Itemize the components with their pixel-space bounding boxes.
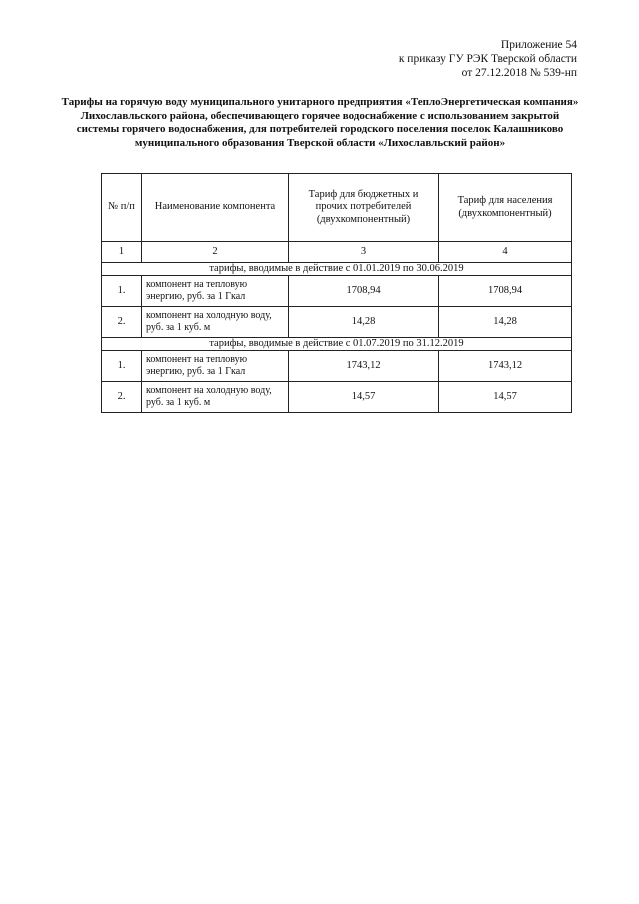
budget-tariff-value: 1708,94: [289, 276, 439, 307]
column-index-row: [102, 242, 572, 263]
row-number: 1.: [102, 276, 142, 307]
table-row: [102, 307, 572, 338]
component-name: компонент на холодную воду, руб. за 1 куб. м: [142, 307, 289, 338]
column-index: 3: [289, 242, 439, 263]
tariff-table: [101, 173, 572, 413]
column-index: 2: [142, 242, 289, 263]
budget-tariff-value: 1743,12: [289, 351, 439, 382]
component-name: компонент на холодную воду, руб. за 1 куб. м: [142, 382, 289, 413]
order-reference: к приказу ГУ РЭК Тверской области: [398, 53, 577, 65]
table-header-row: [102, 174, 572, 242]
period-row: [102, 263, 572, 276]
table-row: [102, 276, 572, 307]
budget-tariff-value: 14,28: [289, 307, 439, 338]
column-header-population-tariff: Тариф для населения (двухкомпонентный): [439, 174, 572, 242]
budget-tariff-value: 14,57: [289, 382, 439, 413]
row-number: 1.: [102, 351, 142, 382]
column-header-number: № п/п: [102, 174, 142, 242]
period-label: тарифы, вводимые в действие с 01.07.2019 по 31.12.2019: [102, 338, 572, 351]
order-date-number: от 27.12.2018 № 539-нп: [461, 67, 577, 79]
table-row: [102, 382, 572, 413]
column-header-budget-tariff: Тариф для бюджетных и прочих потребителей (двухкомпонентный): [289, 174, 439, 242]
row-number: 2.: [102, 382, 142, 413]
population-tariff-value: 14,57: [439, 382, 572, 413]
document-title: Тарифы на горячую воду муниципального унитарного предприятия «ТеплоЭнергетическая компания» Лихославльского района, обеспечивающего горячее водоснабжение с использованием закрытой системы горячего водоснабжения, для потребителей городского поселения поселок Калашниково муниципального образования Тверской области «Лихославльский район»: [61, 96, 579, 149]
column-index: 1: [102, 242, 142, 263]
column-index: 4: [439, 242, 572, 263]
component-name: компонент на тепловую энергию, руб. за 1 Гкал: [142, 351, 289, 382]
population-tariff-value: 1743,12: [439, 351, 572, 382]
appendix-header: [399, 38, 577, 80]
component-name: компонент на тепловую энергию, руб. за 1 Гкал: [142, 276, 289, 307]
population-tariff-value: 1708,94: [439, 276, 572, 307]
row-number: 2.: [102, 307, 142, 338]
column-header-component: Наименование компонента: [142, 174, 289, 242]
period-label: тарифы, вводимые в действие с 01.01.2019 по 30.06.2019: [102, 263, 572, 276]
appendix-number: Приложение 54: [500, 39, 577, 51]
table-row: [102, 351, 572, 382]
period-row: [102, 338, 572, 351]
population-tariff-value: 14,28: [439, 307, 572, 338]
